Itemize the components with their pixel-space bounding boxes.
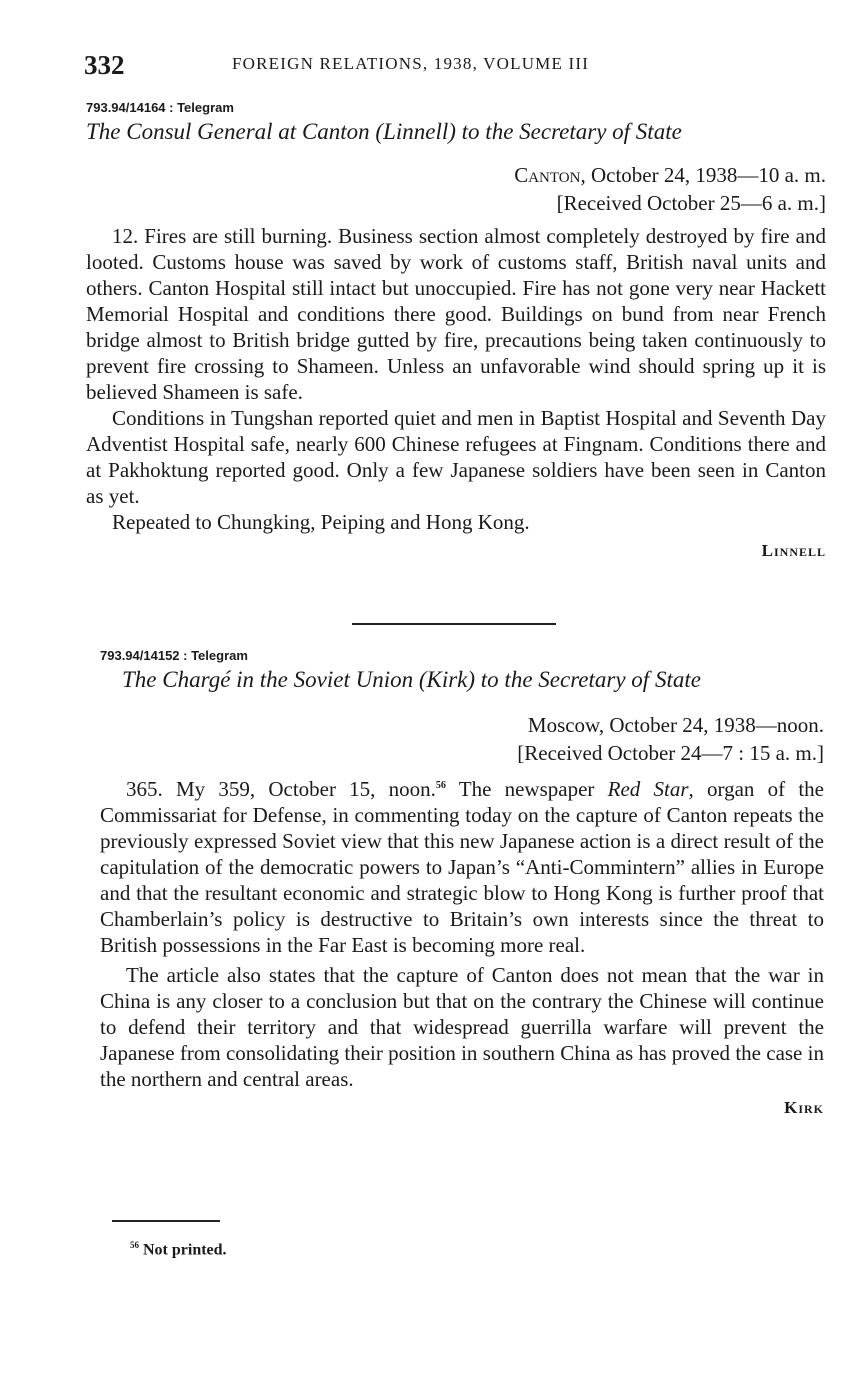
- body-paragraph: [100, 773, 824, 958]
- document-heading: The Consul General at Canton (Linnell) to the Secretary of State: [86, 119, 682, 144]
- paragraph-text: , organ of the Commissariat for Defense, in commenting today on the capture of Canton repeats the previously expressed Soviet view that this new Japanese action is a direct result of the capitulation of the democratic powers to Japan’s “Anti-Commintern” allies in Europe and that the resultant economic and strategic blow to Hong Kong is further proof that Chamberlain’s policy is destructive to Britain’s own interests since the threat to British possessions in the Far East is becoming more real.: [100, 777, 824, 957]
- running-title: FOREIGN RELATIONS, 1938, VOLUME III: [232, 54, 590, 73]
- telegram-moscow: [100, 648, 824, 1118]
- paragraph-text: The newspaper: [445, 777, 608, 801]
- footnote-number: 56: [130, 1240, 139, 1250]
- signature: Linnell: [761, 541, 826, 560]
- footnote-text: Not printed.: [143, 1241, 227, 1259]
- body-paragraph: Repeated to Chungking, Peiping and Hong Kong.: [112, 510, 530, 534]
- signature: Kirk: [784, 1098, 824, 1117]
- footnote-reference[interactable]: 56: [435, 780, 446, 791]
- received-line: [Received October 24—7 : 15 a. m.]: [517, 741, 824, 765]
- place-date: [86, 161, 826, 189]
- footnote: [130, 1240, 227, 1259]
- newspaper-title: Red Star: [607, 777, 689, 801]
- body-paragraph: Conditions in Tungshan reported quiet and men in Baptist Hospital and Seventh Day Adventist Hospital safe, nearly 600 Chinese refugees at Fingnam. Conditions there and at Pakhoktung reported good. Only a few Japanese soldiers have been seen in Canton as yet.: [86, 406, 826, 508]
- running-head: [84, 48, 804, 82]
- place-name: Canton: [514, 163, 581, 187]
- body-paragraph: 12. Fires are still burning. Business section almost completely destroyed by fire and looted. Customs house was saved by work of customs staff, British naval units and others. Canton Hospital still intact but unoccupied. Fire has not gone very near Hackett Memorial Hospital and conditions there good. Buildings on bund from near French bridge almost to British bridge gutted by fire, precautions being taken continuously to prevent fire crossing to Shameen. Unless an unfavorable wind should spring up it is believed Shameen is safe.: [86, 224, 826, 404]
- date-line: , October 24, 1938—10 a. m.: [580, 163, 826, 187]
- place-date: Moscow, October 24, 1938—noon.: [527, 713, 824, 737]
- section-separator: [352, 623, 556, 625]
- footnote-rule: [112, 1220, 220, 1222]
- file-number: 793.94/14152 : Telegram: [100, 648, 248, 663]
- received-line: [Received October 25—6 a. m.]: [556, 191, 826, 215]
- document-heading: The Chargé in the Soviet Union (Kirk) to the Secretary of State: [122, 667, 701, 692]
- page-number: 332: [84, 50, 125, 80]
- telegram-canton: [86, 100, 826, 561]
- body-paragraph: The article also states that the capture of Canton does not mean that the war in China is any closer to a conclusion but that on the contrary the Chinese will continue to defend their territory and that widespread guerrilla warfare will prevent the Japanese from consolidating their position in southern China as has proved the case in the northern and central areas.: [100, 963, 824, 1091]
- paragraph-lead: 365. My 359, October 15, noon.: [126, 777, 436, 801]
- file-number: 793.94/14164 : Telegram: [86, 100, 234, 115]
